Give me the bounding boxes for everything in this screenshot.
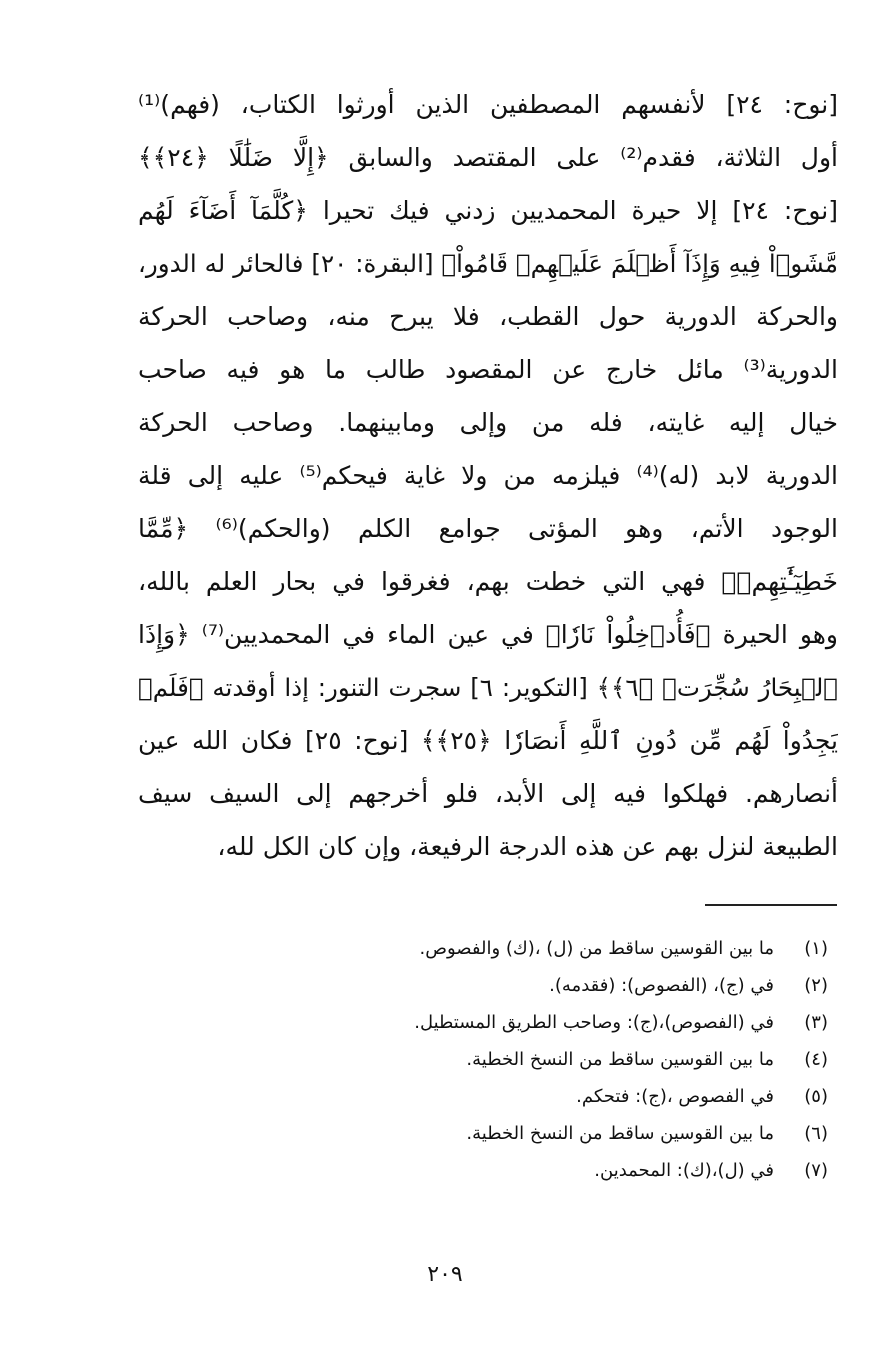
footnote-item [228,1004,828,1041]
text-line: الطبيعة لنزل بهم عن هذه الدرجة الرفيعة، وإن كان الكل لله، [217,832,838,861]
footnote-text: ما بين القوسين ساقط من النسخ الخطية. [466,1123,774,1144]
footnote-text: في (ل)،(ك): المحمدين. [594,1160,774,1181]
footnote-text: في (الفصوص)،(ج): وصاحب الطريق المستطيل. [414,1012,774,1033]
footnote-number: (٤) [804,1049,828,1070]
footnote-text: ما بين القوسين ساقط من النسخ الخطية. [466,1049,774,1070]
footnote-item [228,1078,828,1115]
text-line: الوجود الأتم، وهو المؤتى جوامع الكلم (والحكم)⁽⁶⁾ ﴿مِّمَّا [138,514,838,543]
footnote-text: في الفصوص ،(ج): فتحكم. [576,1086,774,1107]
text-line: خَطِيٓـَٰٔتِهِمۡ﴾ فهي التي خطت بهم، فغرقوا في بحار العلم بالله، [138,567,838,596]
text-line: أنصارهم. فهلكوا فيه إلى الأبد، فلو أخرجهم إلى السيف سيف [138,779,838,808]
main-text [138,78,838,873]
text-line: خيال إليه غايته، فله من وإلى ومابينهما. وصاحب الحركة [138,408,838,437]
text-line: والحركة الدورية حول القطب، فلا يبرح منه، وصاحب الحركة [138,302,838,331]
text-line: مَّشَوۡاْ فِيهِ وَإِذَآ أَظۡلَمَ عَلَيۡهِمۡ قَامُواْ﴾ [البقرة: ٢٠] فالحائر له الدور، [138,249,838,278]
footnote-number: (٢) [804,975,828,996]
text-line: [نوح: ٢٤] إلا حيرة المحمديين زدني فيك تحيرا ﴿كُلَّمَآ أَضَآءَ لَهُم [138,196,838,225]
text-line: الدورية لابد (له)⁽⁴⁾ فيلزمه من ولا غاية فيحكم⁽⁵⁾ عليه إلى قلة [138,461,838,490]
footnote-number: (٧) [804,1160,828,1181]
footnote-text: ما بين القوسين ساقط من (ل) ،(ك) والفصوص. [419,938,774,959]
text-line: وهو الحيرة ﴿فَأُدۡخِلُواْ نَارٗا﴾ في عين الماء في المحمديين⁽⁷⁾ ﴿وَإِذَا [138,620,838,649]
footnote-item [228,930,828,967]
text-line: يَجِدُواْ لَهُم مِّن دُونِ ٱللَّهِ أَنصَارٗا ﴿٢٥﴾﴾ [نوح: ٢٥] فكان الله عين [138,726,838,755]
footnote-number: (٦) [804,1123,828,1144]
text-line: [نوح: ٢٤] لأنفسهم المصطفين الذين أورثوا الكتاب، (فهم)⁽¹⁾ [138,90,838,119]
footnotes-list [228,930,828,1189]
text-line: أول الثلاثة، فقدم⁽²⁾ على المقتصد والسابق ﴿إِلَّا ضَلَٰلًا ﴿٢٤﴾﴾ [138,143,838,172]
footnote-number: (١) [804,938,828,959]
text-line: الدورية⁽³⁾ مائل خارج عن المقصود طالب ما هو فيه صاحب [138,355,838,384]
footnote-separator [705,904,837,906]
footnote-item [228,1041,828,1078]
text-line: ٱلۡبِحَارُ سُجِّرَتۡ ﴿٦﴾﴾ [التكوير: ٦] سجرت التنور: إذا أوقدته ﴿فَلَمۡ [138,673,838,702]
page-number: ٢٠٩ [427,1262,463,1287]
footnote-item [228,1115,828,1152]
footnote-item [228,1152,828,1189]
footnote-number: (٥) [804,1086,828,1107]
footnote-item [228,967,828,1004]
footnote-text: في (ج)، (الفصوص): (فقدمه). [549,975,774,996]
footnote-number: (٣) [804,1012,828,1033]
